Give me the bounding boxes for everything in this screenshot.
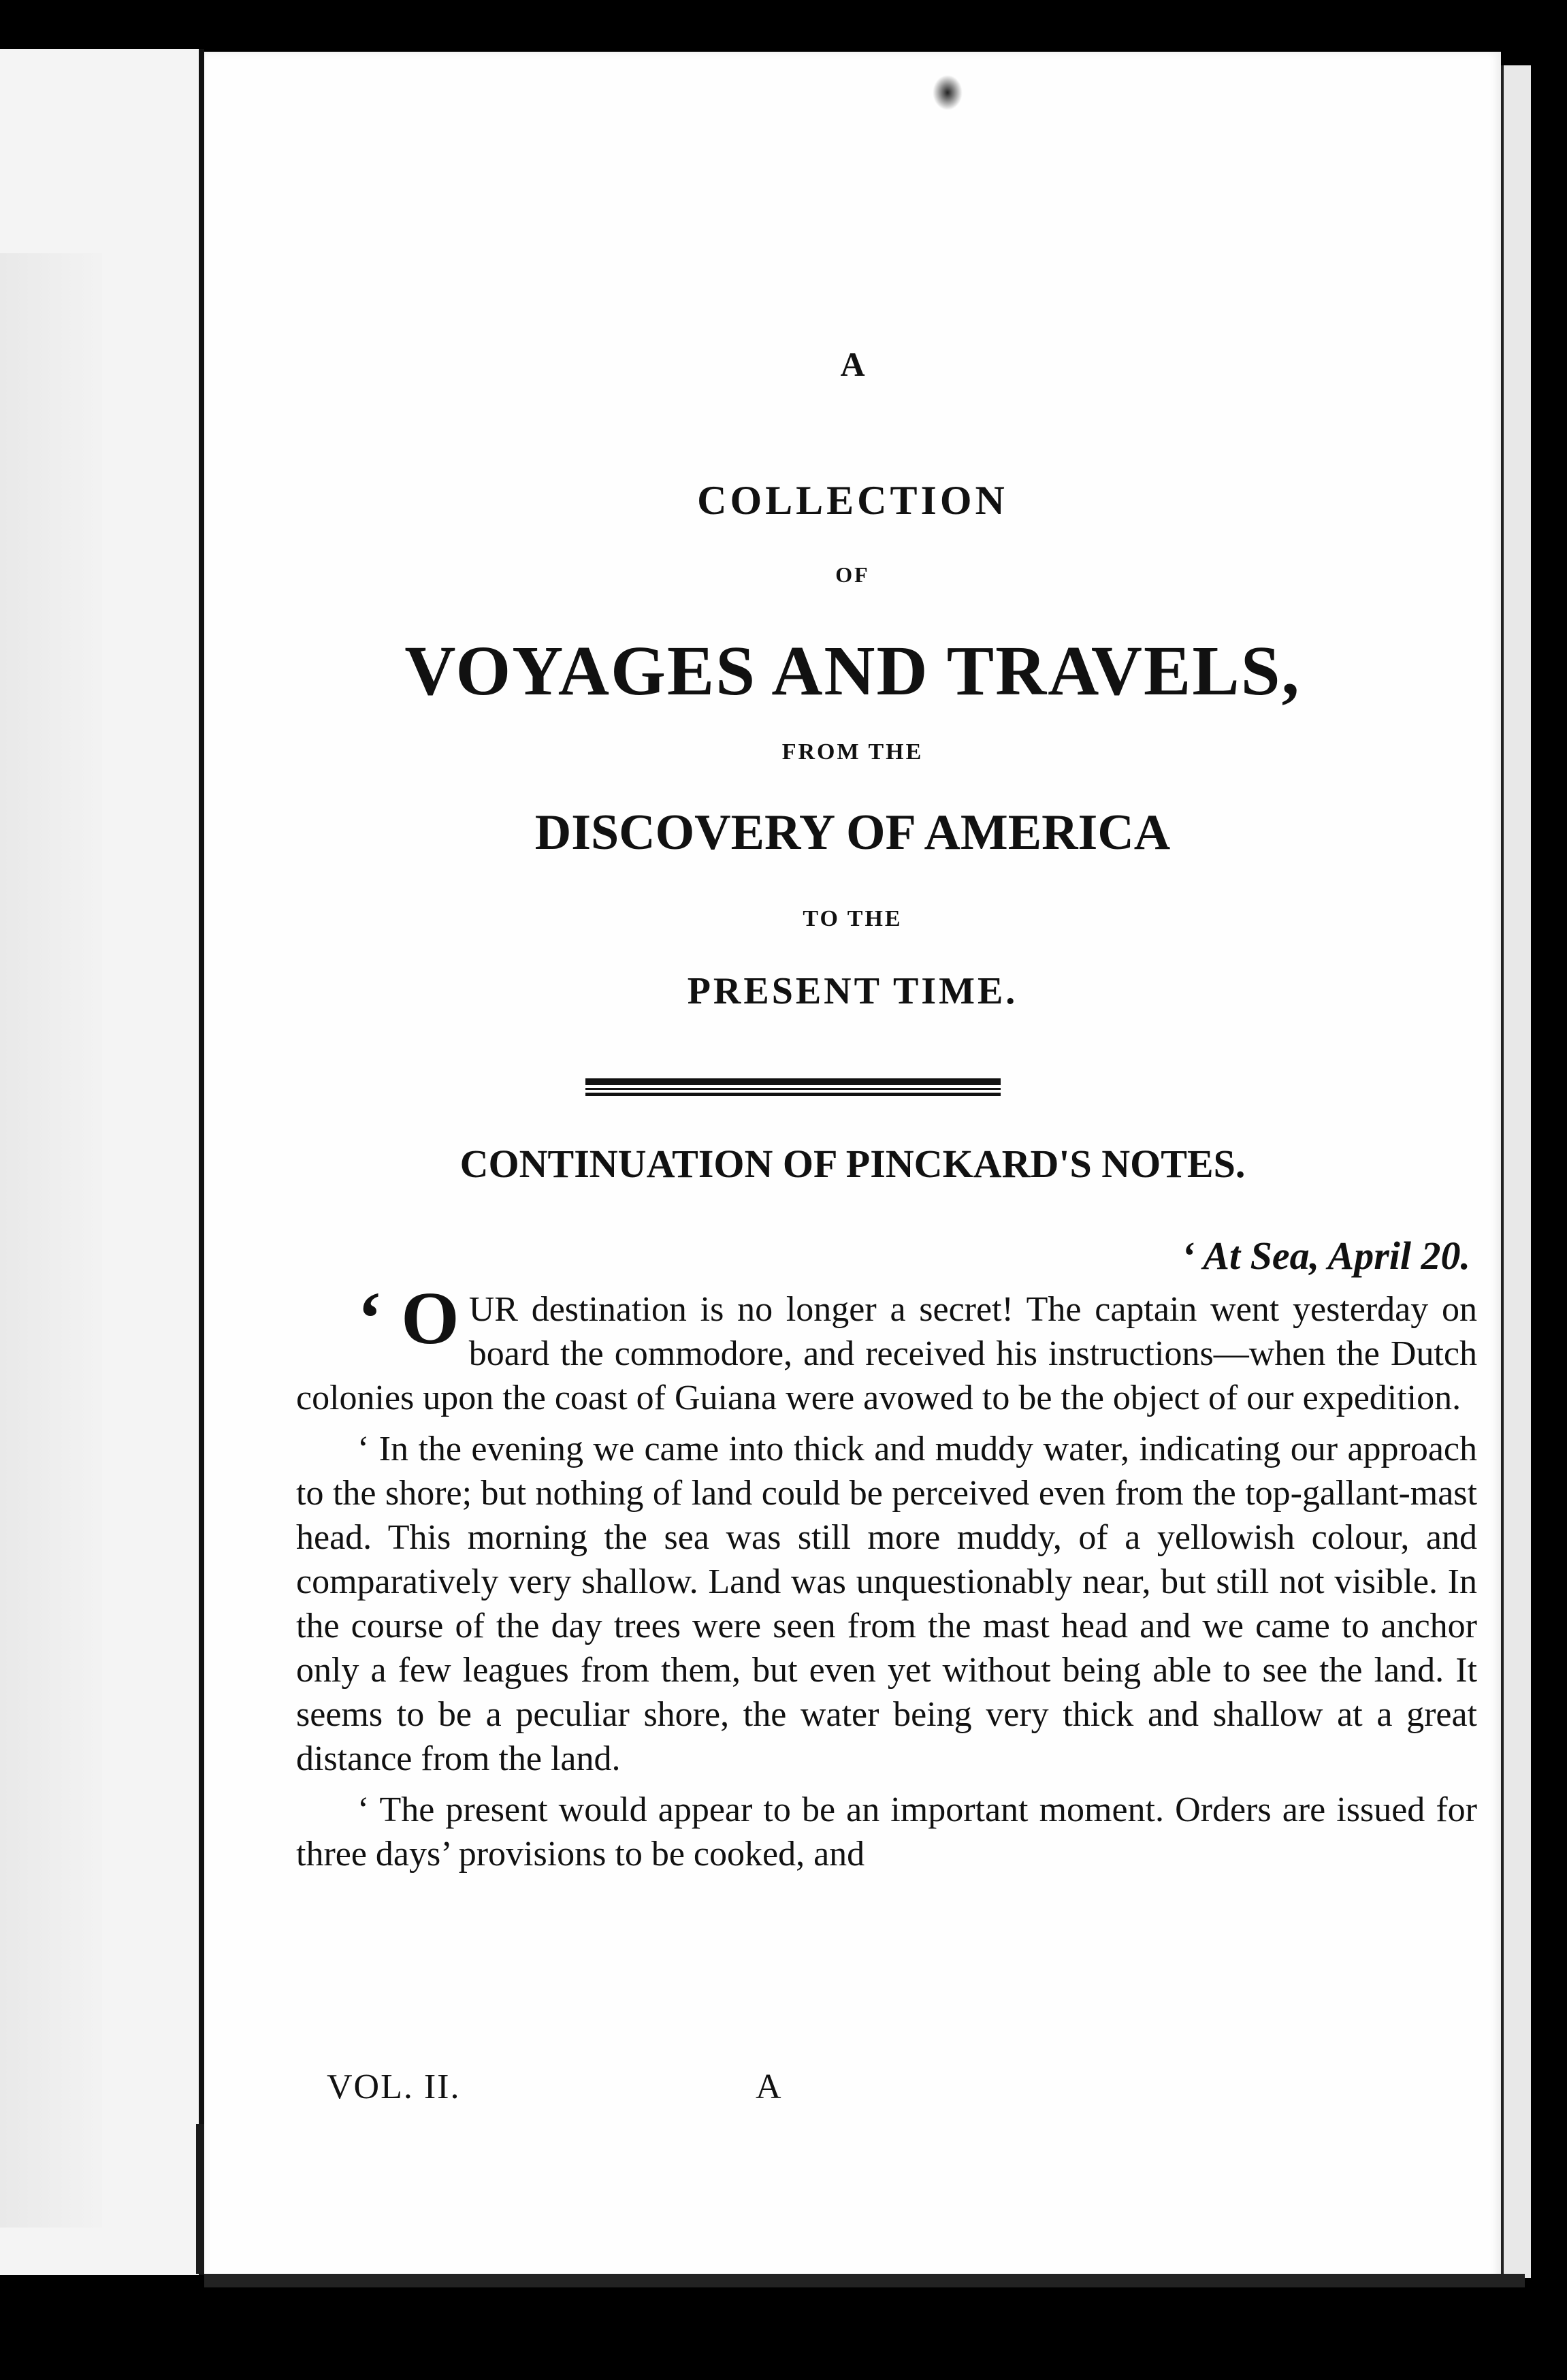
title-a: A [840,345,865,383]
paragraph-3: ‘ The present would appear to be an important moment. Orders are issued for three days’ provisions to be cooked, and [296,1790,1477,1874]
dateline: ‘ At Sea, April 20. [1181,1234,1470,1278]
title-discovery-of-america: DISCOVERY OF AMERICA [534,805,1171,861]
volume-marker: VOL. II. [327,2068,461,2106]
ink-smudge [933,75,963,110]
facing-page-bleed [0,253,102,2228]
page-bottom-shadow [204,2274,1525,2287]
facing-page [0,49,204,2275]
title-to-the: TO THE [803,906,903,931]
title-voyages-and-travels: VOYAGES AND TRAVELS, [404,632,1301,710]
drop-cap-letter [357,1276,469,1360]
title-present-time: PRESENT TIME. [687,970,1018,1012]
drop-cap-o: O [401,1276,459,1360]
paragraph-2: ‘ In the evening we came into thick and muddy water, indicating our approach to the shore; but nothing of land could be perceived even from the top-gallant-mast head. This morning the sea was still more muddy, of a yellowish colour, and comparatively very shallow. Land was unquestionably near, but still not visible. In the course of the day trees were seen from the mast head and we came to anchor only a few leagues from them, but even yet without being able to see the land. It seems to be a peculiar shore, the water being very thick and shallow at a great distance from the land. [296,1430,1477,1778]
book-page [204,52,1501,2285]
double-rule-divider [585,1078,1001,1096]
paragraph-1 [296,1276,1477,1420]
page-edge [1501,65,1531,2278]
opening-quote: ‘ [357,1276,402,1360]
title-from-the: FROM THE [781,739,924,765]
paragraph-1-text: UR destination is no longer a secret! The captain went yesterday on board the commodore, and received his instructions—when the Dutch colonies upon the coast of Guiana were avowed to be the object of our expedition. [296,1290,1477,1417]
body-text [296,1276,1477,1883]
title-of: OF [835,562,870,587]
title-collection: COLLECTION [697,478,1008,523]
signature-mark: A [756,2068,781,2106]
section-heading: CONTINUATION OF PINCKARD'S NOTES. [459,1142,1246,1186]
